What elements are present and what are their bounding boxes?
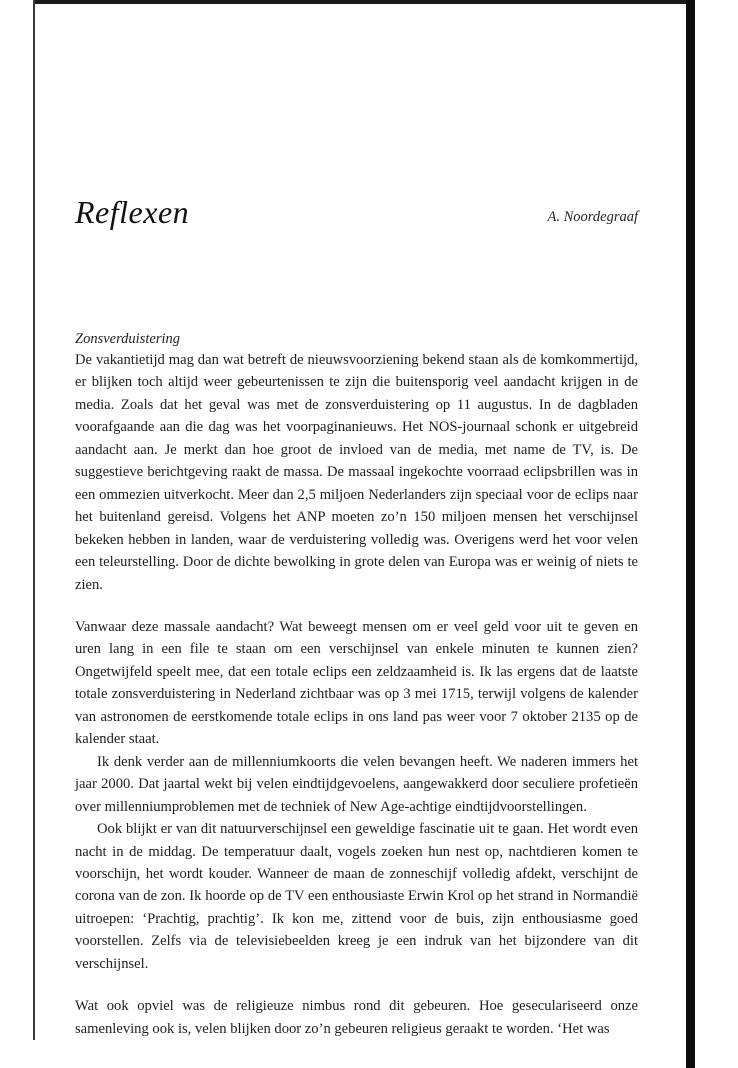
article-body — [75, 349, 638, 1040]
article-title: Reflexen — [75, 194, 190, 230]
paragraph-religious: Wat ook opviel was de religieuze nimbus rond dit gebeuren. Hoe geseculariseerd onze samenleving ook is, velen blijken door zo’n gebeuren religieus geraakt te worden. ‘Het was — [75, 998, 638, 1037]
scan-top-edge — [34, 0, 686, 4]
article-author: A. Noordegraaf — [547, 209, 638, 225]
scan-left-edge — [33, 0, 35, 1040]
scan-right-edge — [686, 0, 695, 1068]
paragraph-intro: De vakantietijd mag dan wat betreft de nieuwsvoorziening bekend staan als de komkommertijd, er blijken toch altijd weer gebeurtenissen te zijn die buitensporig veel aandacht krijgen in de media. Zoals dat het geval was met de zonsverduistering op 11 augustus. In de dagbladen voorafgaande aan die dag was het voorpaginanieuws. Het NOS-journaal schonk er uitgebreid aandacht aan. Je merkt dan hoe groot de invloed van de media, met name de TV, is. De suggestieve berichtgeving raakt de massa. De massaal ingekochte voorraad eclipsbrillen was in een ommezien uitverkocht. Meer dan 2,5 miljoen Nederlanders zijn speciaal voor de eclips naar het buitenland gereisd. Volgens het ANP moeten zo’n 150 miljoen mensen het verschijnsel bekeken hebben in landen, waar de verduistering volledig was. Overigens werd het voor velen een teleurstelling. Door de dichte bewolking in grote delen van Europa was er weinig of niets te zien. — [75, 352, 638, 593]
section-heading: Zonsverduistering — [75, 331, 180, 347]
paragraph-why: Vanwaar deze massale aandacht? Wat beweegt mensen om er veel geld voor uit te geven en uren lang in een file te staan om een verschijnsel van enkele minuten te kunnen zien? Ongetwijfeld speelt mee, dat een totale eclips een zeldzaamheid is. Ik las ergens dat de laatste totale zonsverduistering in Nederland zichtbaar was op 3 mei 1715, terwijl volgens de kalender van astronomen de eerstkomende totale eclips in ons land pas weer voor 7 oktober 2135 op de kalender staat. — [75, 618, 638, 748]
paragraph-millennium: Ik denk verder aan de millenniumkoorts die velen bevangen heeft. We naderen immers het jaar 2000. Dat jaartal wekt bij velen eindtijdgevoelens, aangewakkerd door seculiere profetieën over millenniumproblemen met de techniek of New Age-achtige eindtijdvoorstellingen. — [75, 753, 638, 815]
paragraph-fascination: Ook blijkt er van dit natuurverschijnsel een geweldige fascinatie uit te gaan. Het wordt even nacht in de middag. De temperatuur daalt, vogels zoeken hun nest op, nachtdieren komen te voorschijn, het wordt kouder. Wanneer de maan de zonneschijf volledig afdekt, verschijnt de corona van de zon. Ik hoorde op de TV een enthousiaste Erwin Krol op het strand in Normandië uitroepen: ‘Prachtig, prachtig’. Ik kon me, zittend voor de buis, zijn enthousiasme goed voorstellen. Zelfs via de televisiebeelden kreeg je een indruk van het bijzondere van dit verschijnsel. — [75, 821, 638, 972]
